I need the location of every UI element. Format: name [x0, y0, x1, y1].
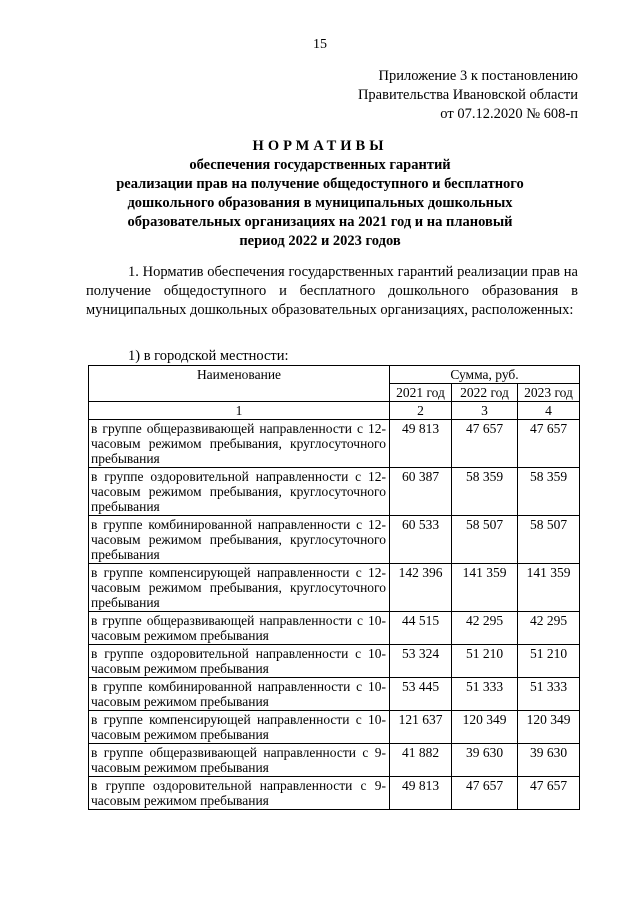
appendix-line: от 07.12.2020 № 608-п — [440, 106, 578, 122]
value-2021-cell: 60 533 — [390, 516, 452, 564]
appendix-note — [358, 67, 578, 124]
value-2021-cell: 121 637 — [390, 711, 452, 744]
value-2022-cell: 39 630 — [452, 744, 518, 777]
value-2023-cell: 58 507 — [518, 516, 580, 564]
value-2022-cell: 51 210 — [452, 645, 518, 678]
title-line: период 2022 и 2023 годов — [239, 233, 401, 249]
row-name-cell: в группе оздоровительной направленности с 12-часовым режимом пребывания, круглосуточного пребывания — [89, 468, 390, 516]
norms-table — [88, 365, 580, 810]
table-row — [89, 516, 580, 564]
index-cell: 3 — [452, 402, 518, 420]
header-year: 2022 год — [452, 384, 518, 402]
value-2023-cell: 39 630 — [518, 744, 580, 777]
table-row — [89, 777, 580, 810]
value-2023-cell: 42 295 — [518, 612, 580, 645]
table-row — [89, 744, 580, 777]
index-cell: 4 — [518, 402, 580, 420]
appendix-line: Правительства Ивановской области — [357, 87, 578, 103]
value-2022-cell: 47 657 — [452, 420, 518, 468]
table-header-row — [89, 366, 580, 384]
row-name-cell: в группе компенсирующей направленности с 12-часовым режимом пребывания, круглосуточного пребывания — [89, 564, 390, 612]
value-2021-cell: 53 324 — [390, 645, 452, 678]
value-2021-cell: 53 445 — [390, 678, 452, 711]
header-year: 2023 год — [518, 384, 580, 402]
title-main: НОРМАТИВЫ — [252, 138, 388, 154]
intro-paragraph: 1. Норматив обеспечения государственных гарантий реализации прав на получение общедоступного и бесплатного дошкольного образования в муниципальных дошкольных образовательных организациях, расположенных: — [86, 264, 578, 318]
value-2023-cell: 58 359 — [518, 468, 580, 516]
table-row — [89, 711, 580, 744]
row-name-cell: в группе компенсирующей направленности с 10-часовым режимом пребывания — [89, 711, 390, 744]
appendix-line: Приложение 3 к постановлению — [378, 68, 578, 84]
row-name-cell: в группе общеразвивающей направленности с 9-часовым режимом пребывания — [89, 744, 390, 777]
row-name-cell: в группе оздоровительной направленности с 9-часовым режимом пребывания — [89, 777, 390, 810]
value-2021-cell: 49 813 — [390, 777, 452, 810]
value-2022-cell: 42 295 — [452, 612, 518, 645]
value-2021-cell: 41 882 — [390, 744, 452, 777]
table-row — [89, 564, 580, 612]
value-2022-cell: 58 507 — [452, 516, 518, 564]
value-2023-cell: 51 333 — [518, 678, 580, 711]
row-name-cell: в группе оздоровительной направленности с 10-часовым режимом пребывания — [89, 645, 390, 678]
row-name-cell: в группе общеразвивающей направленности с 12-часовым режимом пребывания, круглосуточного пребывания — [89, 420, 390, 468]
row-name-cell: в группе общеразвивающей направленности с 10-часовым режимом пребывания — [89, 612, 390, 645]
title-line: образовательных организациях на 2021 год и на плановый — [127, 214, 513, 230]
value-2023-cell: 141 359 — [518, 564, 580, 612]
index-cell: 1 — [89, 402, 390, 420]
document-title — [80, 137, 560, 251]
header-year: 2021 год — [390, 384, 452, 402]
table-row — [89, 678, 580, 711]
table-row — [89, 420, 580, 468]
value-2021-cell: 44 515 — [390, 612, 452, 645]
table-index-row — [89, 402, 580, 420]
value-2021-cell: 60 387 — [390, 468, 452, 516]
title-line: реализации прав на получение общедоступного и бесплатного — [116, 176, 524, 192]
row-name-cell: в группе комбинированной направленности с 12-часовым режимом пребывания, круглосуточного пребывания — [89, 516, 390, 564]
value-2023-cell: 47 657 — [518, 420, 580, 468]
value-2022-cell: 58 359 — [452, 468, 518, 516]
value-2023-cell: 120 349 — [518, 711, 580, 744]
value-2021-cell: 49 813 — [390, 420, 452, 468]
title-line: дошкольного образования в муниципальных дошкольных — [127, 195, 513, 211]
value-2022-cell: 51 333 — [452, 678, 518, 711]
header-name: Наименование — [89, 366, 390, 402]
header-sum: Сумма, руб. — [390, 366, 580, 384]
value-2023-cell: 51 210 — [518, 645, 580, 678]
value-2022-cell: 120 349 — [452, 711, 518, 744]
value-2023-cell: 47 657 — [518, 777, 580, 810]
page-number: 15 — [313, 37, 327, 52]
row-name-cell: в группе комбинированной направленности с 10-часовым режимом пребывания — [89, 678, 390, 711]
value-2021-cell: 142 396 — [390, 564, 452, 612]
value-2022-cell: 141 359 — [452, 564, 518, 612]
title-line: обеспечения государственных гарантий — [189, 157, 451, 173]
table-row — [89, 645, 580, 678]
index-cell: 2 — [390, 402, 452, 420]
subheading: 1) в городской местности: — [128, 348, 289, 364]
table-row — [89, 612, 580, 645]
value-2022-cell: 47 657 — [452, 777, 518, 810]
table-row — [89, 468, 580, 516]
